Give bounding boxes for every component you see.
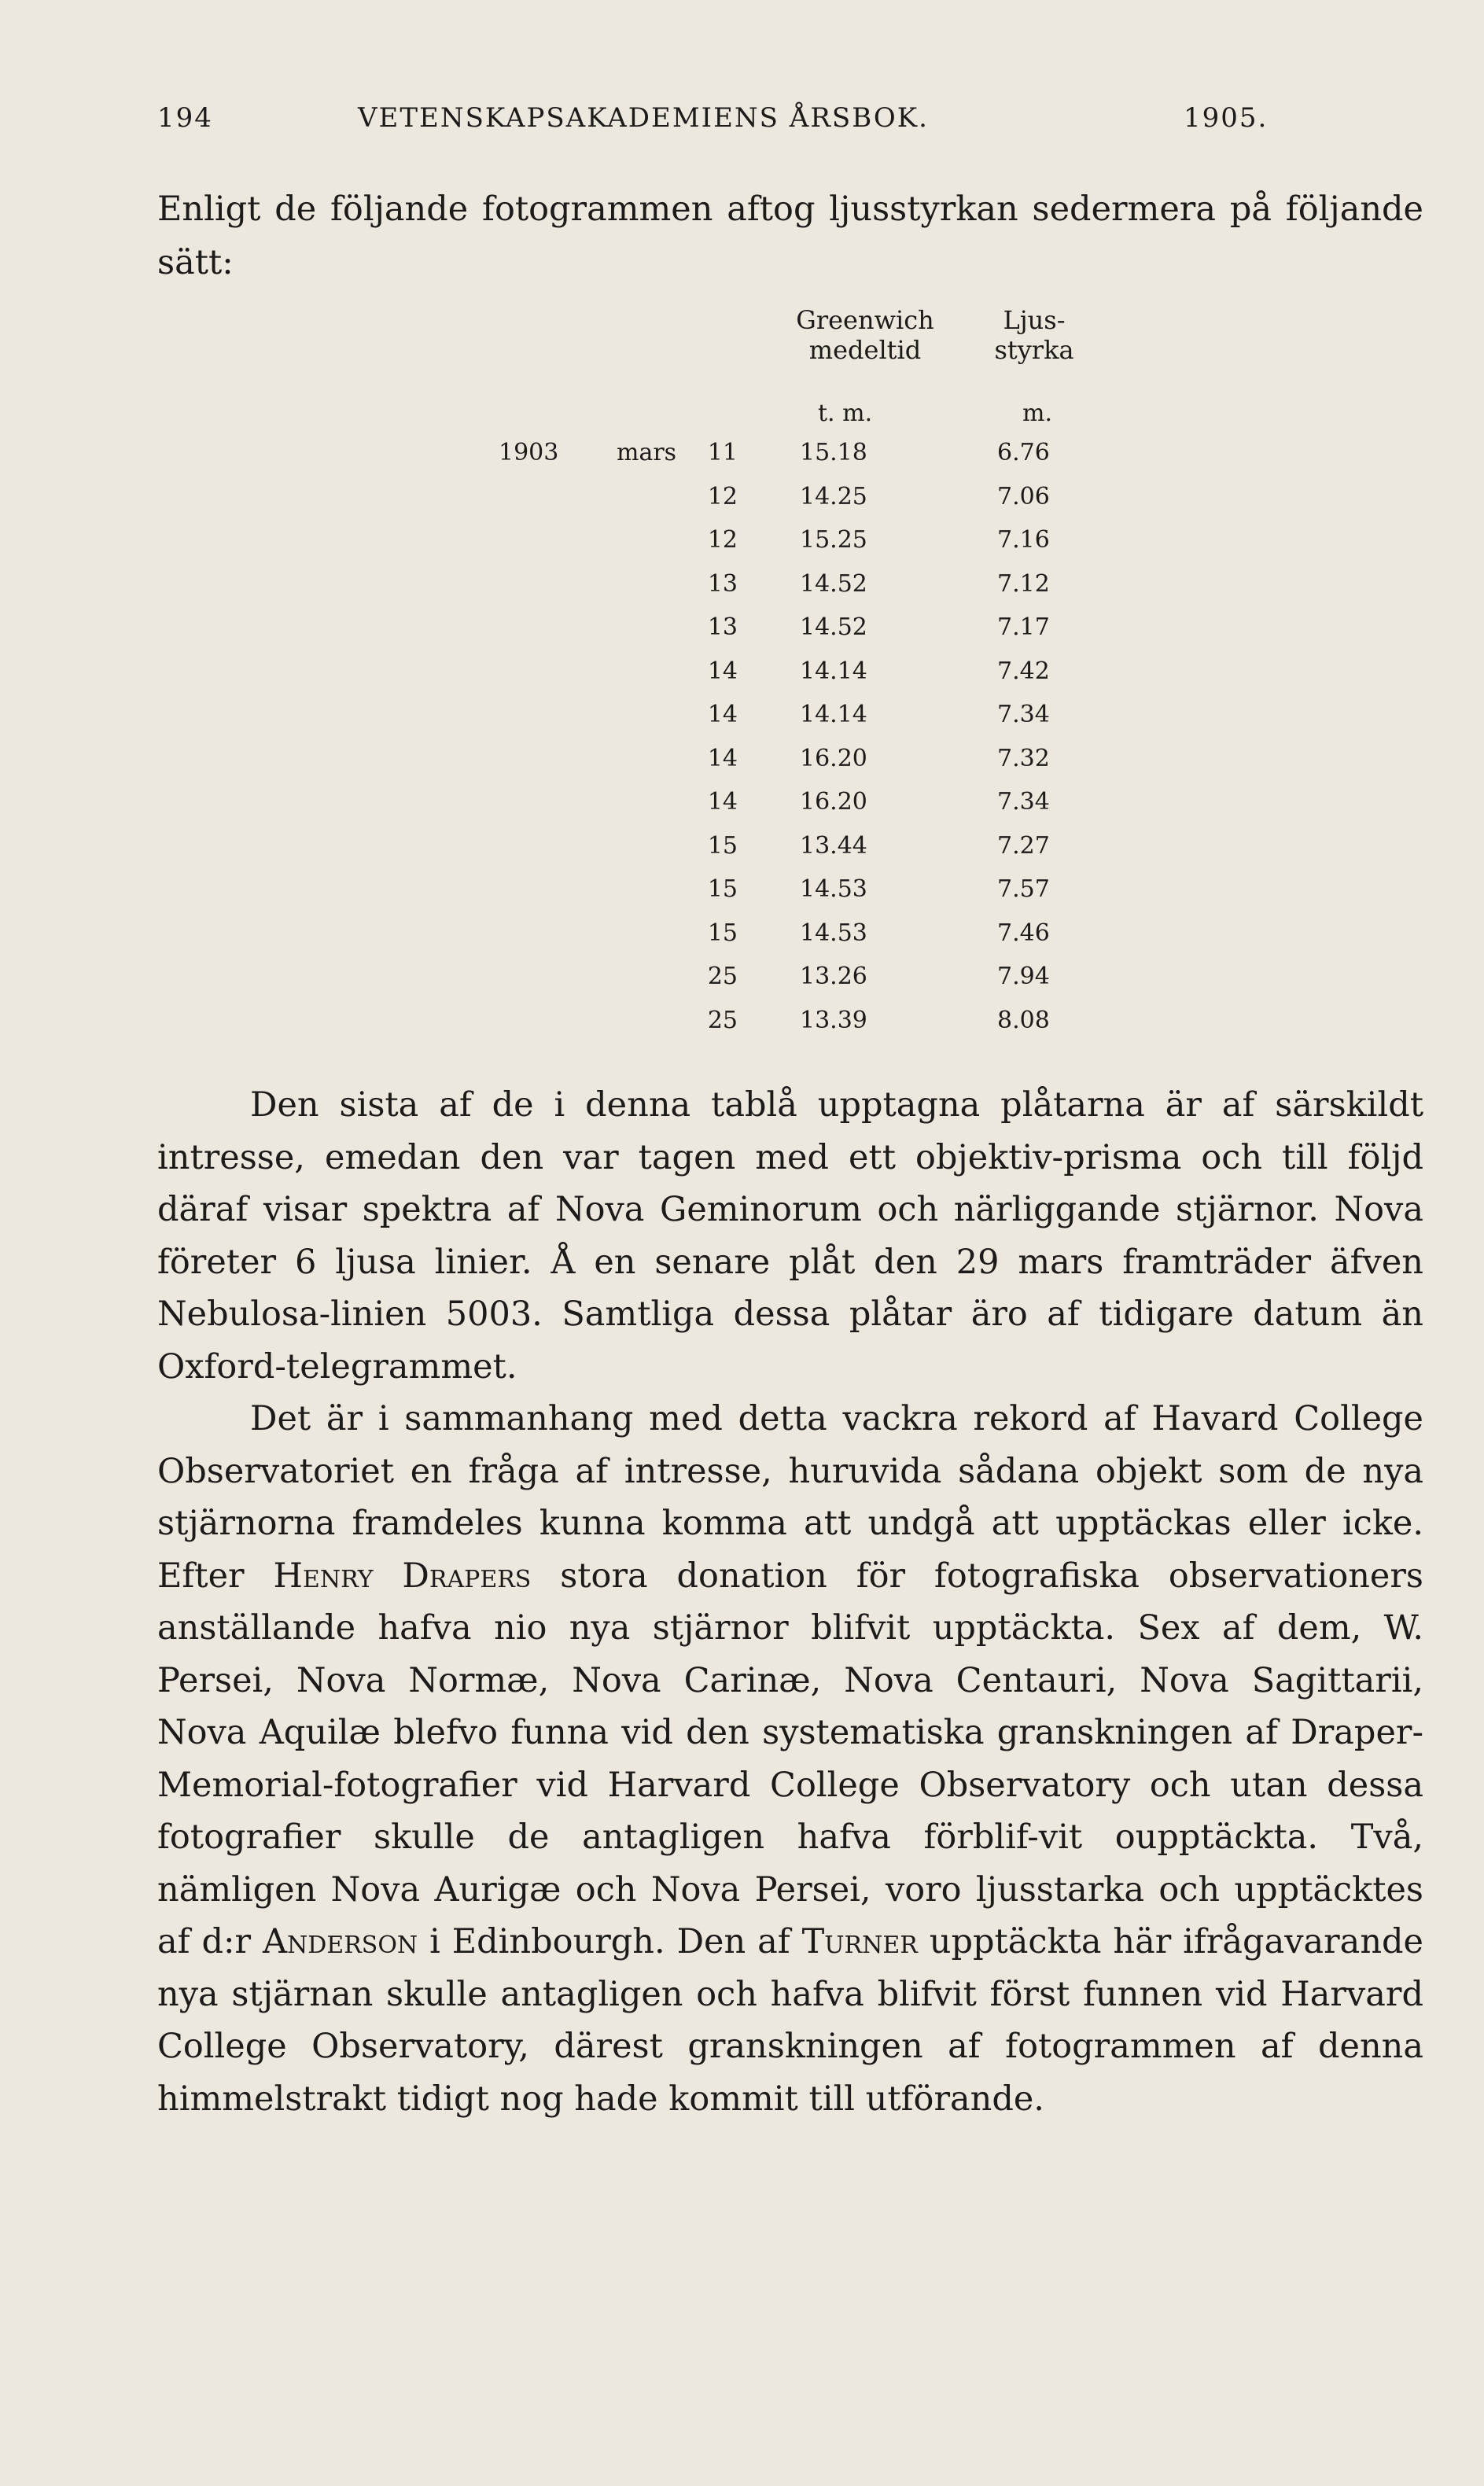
paragraph-harvard-part-3: i Edinbourgh. Den af (418, 1922, 802, 1961)
row-magnitude: 6.76 (997, 439, 1050, 466)
table-row (0, 657, 1484, 698)
row-magnitude: 7.17 (997, 613, 1050, 641)
table-row (0, 963, 1484, 1004)
row-time: 14.52 (800, 613, 867, 641)
row-day: 14 (707, 744, 738, 772)
running-title: VETENSKAPSAKADEMIENS ÅRSBOK. (358, 102, 929, 134)
running-year: 1905. (1184, 102, 1269, 134)
magnitude-header-line-2: styrka (994, 335, 1074, 365)
row-time: 14.14 (800, 701, 867, 728)
row-magnitude: 7.16 (997, 526, 1050, 554)
table-row (0, 526, 1484, 567)
paragraph-objective-prism: Den sista af de i denna tablå upptagna plåtarna är af särskildt intresse, emedan den var tagen med ett objektiv-prisma och till följd däraf visar spektra af Nova Geminorum och närliggande stjärnor. Nova företer 6 ljusa linier. Å en senare plåt den 29 mars framträder äfven Nebulosa-linien 5003. Samtliga dessa plåtar äro af tidigare datum än Oxford-telegrammet. (157, 1085, 1423, 1387)
table-row (0, 570, 1484, 611)
paragraph-harvard-part-4: upptäckta här ifrågavarande nya stjärnan skulle antagligen och hafva blifvit först funnen vid Harvard College Observatory, därest granskningen af fotogrammen af denna himmelstrakt tidigt nog hade kommit till utförande. (157, 1922, 1423, 2119)
row-time: 14.52 (800, 569, 867, 598)
magnitude-unit: m. (1022, 400, 1052, 427)
paragraph-harvard-part-2: stora donation för fotografiska observationers anställande hafva nio nya stjärnor blifvit upptäckta. Sex af dem, W. Persei, Nova Normæ, Nova Carinæ, Nova Centauri, Nova Sagittarii, Nova Aquilæ blefvo funna vid den systematiska granskningen af Draper-Memorial-fotografier vid Harvard College Observatory och utan dessa fotografier skulle de antagligen hafva förblif-vit oupptäckta. Två, nämligen Nova Aurigæ och Nova Persei, voro ljusstarka och upptäcktes af d:r (157, 1556, 1423, 1961)
row-day: 13 (707, 613, 738, 641)
intro-paragraph: Enligt de följande fotogrammen aftog ljusstyrkan sedermera på följande sätt: (157, 190, 1423, 282)
table-row (0, 1007, 1484, 1048)
row-year: 1903 (499, 439, 559, 466)
magnitude-column-header (963, 305, 1105, 365)
row-day: 11 (707, 439, 738, 466)
row-magnitude: 7.34 (997, 701, 1050, 728)
row-day: 15 (707, 919, 738, 947)
row-magnitude: 7.57 (997, 875, 1050, 903)
row-magnitude: 7.06 (997, 482, 1050, 510)
row-day: 14 (707, 788, 738, 816)
table-row (0, 701, 1484, 742)
body-text (157, 1079, 1423, 2125)
name-anderson: Anderson (262, 1922, 418, 1961)
row-day: 25 (707, 963, 738, 990)
table-row (0, 919, 1484, 960)
row-day: 15 (707, 831, 738, 860)
table-row (0, 875, 1484, 916)
name-turner: Turner (801, 1922, 918, 1961)
time-column-header (751, 305, 979, 365)
table-row (0, 483, 1484, 524)
time-header-line-2: medeltid (808, 335, 922, 365)
row-day: 12 (707, 482, 738, 510)
table-row (0, 613, 1484, 654)
row-time: 13.26 (800, 963, 867, 990)
row-magnitude: 7.27 (997, 831, 1050, 860)
row-day: 14 (707, 657, 738, 685)
row-time: 16.20 (800, 788, 867, 816)
paragraph-harvard (157, 1393, 1423, 2125)
row-time: 13.44 (800, 831, 867, 860)
table-row (0, 832, 1484, 873)
row-time: 16.20 (800, 744, 867, 772)
row-magnitude: 7.12 (997, 569, 1050, 598)
row-time: 14.14 (800, 657, 867, 685)
row-magnitude: 7.94 (997, 963, 1050, 990)
page-number: 194 (157, 102, 213, 134)
row-magnitude: 7.34 (997, 788, 1050, 816)
row-day: 13 (707, 569, 738, 598)
time-unit: t. m. (818, 400, 873, 427)
row-time: 13.39 (800, 1006, 867, 1034)
row-time: 15.25 (800, 526, 867, 554)
row-day: 15 (707, 875, 738, 903)
row-time: 14.25 (800, 482, 867, 510)
row-magnitude: 7.32 (997, 744, 1050, 772)
name-henry-draper: Henry Drapers (273, 1556, 532, 1596)
row-day: 12 (707, 526, 738, 554)
row-day: 14 (707, 701, 738, 728)
magnitude-header-line-1: Ljus- (1003, 305, 1066, 335)
table-row (0, 745, 1484, 786)
row-time: 14.53 (800, 875, 867, 903)
paragraph-harvard-part-1: Det är i sammanhang med detta vackra rekord af Havard College Observatoriet en fråga af intresse, huruvida sådana objekt som de nya stjärnorna framdeles kunna komma att undgå att upptäckas eller icke. Efter (157, 1399, 1423, 1596)
row-magnitude: 8.08 (997, 1006, 1050, 1034)
row-day: 25 (707, 1006, 738, 1034)
table-row (0, 439, 1484, 480)
row-month: mars (617, 439, 677, 466)
table-row (0, 788, 1484, 829)
row-magnitude: 7.42 (997, 657, 1050, 685)
row-magnitude: 7.46 (997, 919, 1050, 947)
time-header-line-1: Greenwich (796, 305, 934, 335)
row-time: 14.53 (800, 919, 867, 947)
row-time: 15.18 (800, 439, 867, 466)
